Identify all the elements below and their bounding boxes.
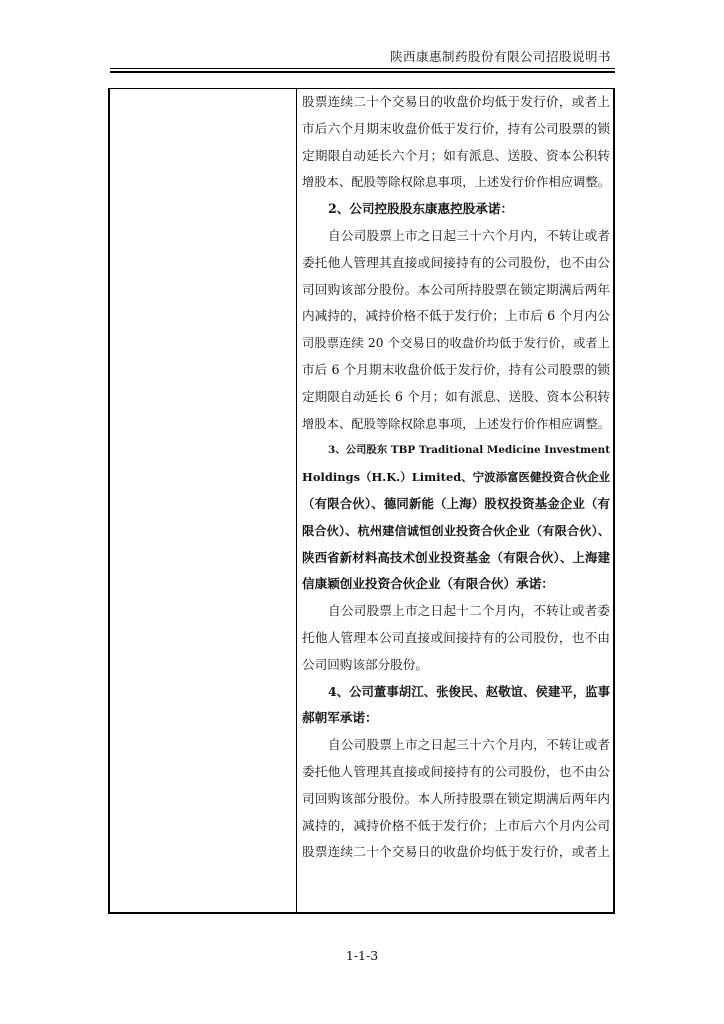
document-title: 陕西康惠制药股份有限公司招股说明书: [389, 49, 611, 64]
text-line: 4、公司董事胡江、张俊民、赵敬谊、侯建平，监事: [328, 683, 611, 699]
text-line: 增股本、配股等除权除息事项，上述发行价作相应调整。: [302, 175, 611, 190]
text-line: 委托他人管理其直接或间接持有的公司股份，也不由公: [302, 763, 611, 779]
text-line: 定期限自动延长 6 个月；如有派息、送股、资本公积转: [302, 388, 611, 404]
text-line: 郝朝军承诺：: [302, 710, 378, 726]
text-line: 委托他人管理其直接或间接持有的公司股份，也不由公: [302, 254, 611, 270]
text-line: 股票连续二十个交易日的收盘价均低于发行价，或者上: [302, 844, 611, 860]
text-line: Holdings（H.K.）Limited、宁波添富医健投资合伙企业: [302, 470, 611, 485]
table-body-text: [302, 89, 610, 866]
text-line: 市后 6 个月期末收盘价低于发行价，持有公司股票的锁: [302, 361, 611, 377]
page-number: 1-1-3: [345, 948, 379, 963]
text-line: 3、公司股东 TBP Traditional Medicine Investment: [328, 444, 610, 457]
text-line: 自公司股票上市之日起十二个月内，不转让或者委: [328, 603, 611, 619]
text-line: 市后六个月期末收盘价低于发行价，持有公司股票的锁: [302, 120, 611, 136]
text-line: 限合伙）、杭州建信诚恒创业投资合伙企业（有限合伙）、: [302, 523, 611, 538]
text-line: 信康颖创业投资合伙企业（有限合伙）承诺：: [302, 576, 554, 592]
text-line: 司股票连续 20 个交易日的收盘价均低于发行价，或者上: [302, 336, 611, 351]
text-line: 增股本、配股等除权除息事项，上述发行价作相应调整。: [302, 416, 611, 431]
text-line: 司回购该部分股份。本人所持股票在锁定期满后两年内: [302, 790, 611, 806]
header-rule-thick: [110, 71, 615, 73]
text-line: 公司回购该部分股份。: [302, 656, 428, 672]
text-line: 托他人管理本公司直接或间接持有的公司股份，也不由: [302, 629, 611, 645]
text-line: 股票连续二十个交易日的收盘价均低于发行价，或者上: [302, 94, 611, 109]
column-divider: [296, 89, 297, 912]
text-line: 自公司股票上市之日起三十六个月内，不转让或者: [328, 227, 611, 243]
text-line: 司回购该部分股份。本公司所持股票在锁定期满后两年: [302, 281, 611, 297]
text-line: 2、公司控股股东康惠控股承诺：: [328, 201, 514, 217]
text-line: 定期限自动延长六个月；如有派息、送股、资本公积转: [302, 147, 611, 163]
text-line: （有限合伙）、德同新能（上海）股权投资基金企业（有: [302, 495, 611, 511]
text-line: 自公司股票上市之日起三十六个月内，不转让或者: [328, 737, 611, 753]
text-line: 减持的，减持价格不低于发行价；上市后六个月内公司: [302, 817, 611, 833]
header-rule-thin: [110, 68, 615, 69]
text-line: 内减持的，减持价格不低于发行价；上市后 6 个月内公: [302, 308, 611, 324]
text-line: 陕西省新材料高技术创业投资基金（有限合伙）、上海建: [302, 549, 611, 565]
